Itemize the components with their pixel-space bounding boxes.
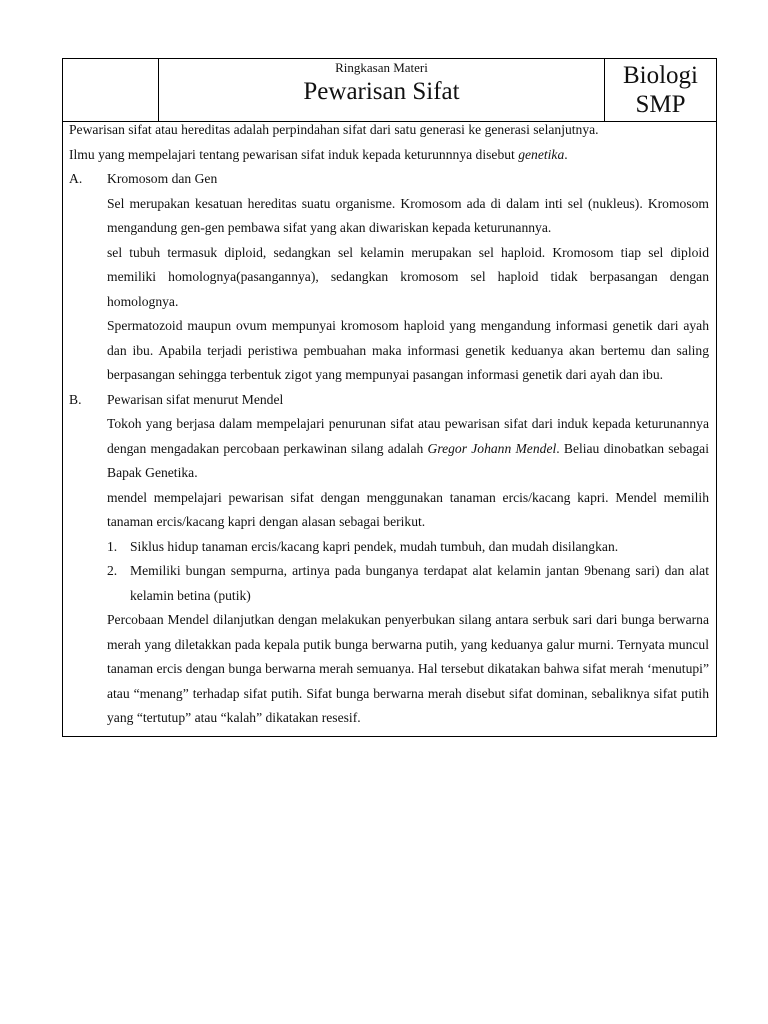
section-a-heading [69, 167, 709, 192]
list-item-number: 2. [107, 563, 118, 578]
subject-level: SMP [635, 91, 686, 118]
section-b-paragraph-3: Percobaan Mendel dilanjutkan dengan melakukan penyerbukan silang antara serbuk sari dari bunga berwarna merah yang diletakkan pada kepala putik bunga berwarna putih, yang keduanya galur murni. Ternyata muncul tanaman ercis dengan bunga berwarna merah semuanya. Hal tersebut dikatakan bahwa sifat merah ‘menutupi” atau “menang” terhadap sifat putih. Sifat bunga berwarna merah disebut sifat dominan, sebaliknya sifat putih yang “tertutup” atau “kalah” dikatakan resesif. [107, 612, 709, 725]
page-title: Pewarisan Sifat [303, 78, 460, 105]
header-subject-cell [605, 59, 716, 121]
intro-definition: Pewarisan sifat atau hereditas adalah perpindahan sifat dari satu generasi ke generasi selanjutnya. [69, 122, 599, 137]
intro-genetics-prefix: Ilmu yang mempelajari tentang pewarisan sifat induk kepada keturunnnya disebut [69, 146, 519, 162]
section-b-letter: B. [69, 391, 82, 407]
summary-sheet [62, 58, 717, 737]
section-a-title: Kromosom dan Gen [107, 171, 218, 186]
content-body [63, 118, 716, 736]
list-item [107, 535, 709, 560]
section-b-paragraph-2: mendel mempelajari pewarisan sifat dengan menggunakan tanaman ercis/kacang kapri. Mendel memilih tanaman ercis/kacang kapri dengan alasan sebagai berikut. [107, 489, 709, 529]
section-b-p1-prefix: Tokoh yang berjasa dalam mempelajari penurunan sifat atau pewarisan sifat dari induk kepada keturunannya dengan mengadakan percobaan perkawinan silang adalah [107, 416, 709, 456]
section-a-paragraph-1: Sel merupakan kesatuan hereditas suatu organisme. Kromosom ada di dalam inti sel (nukleus). Kromosom mengandung gen-gen pembawa sifat yang akan diwariskan kepada keturunannya. [107, 195, 709, 235]
list-item-text: Siklus hidup tanaman ercis/kacang kapri pendek, mudah tumbuh, dan mudah disilangkan. [130, 538, 619, 554]
section-b-paragraph-1 [107, 412, 709, 486]
header-blank-cell [63, 59, 159, 121]
intro-genetics [69, 143, 709, 168]
section-b-title: Pewarisan sifat menurut Mendel [107, 391, 284, 407]
subject-name: Biologi [622, 62, 698, 89]
section-b-heading [69, 388, 709, 413]
list-item [107, 559, 709, 608]
list-item-number: 1. [107, 538, 118, 554]
mendel-name: Gregor Johann Mendel [427, 440, 557, 456]
header-title-cell [159, 59, 605, 121]
section-a-paragraph-2: sel tubuh termasuk diploid, sedangkan sel kelamin merupakan sel haploid. Kromosom tiap sel diploid memiliki homolognya(pasangannya), sedangkan kromosom sel haploid tidak berpasangan dengan homolognya. [107, 244, 709, 309]
genetics-term: genetika [518, 146, 565, 162]
header-subtitle: Ringkasan Materi [335, 60, 428, 75]
list-item-text: Memiliki bungan sempurna, artinya pada bunganya terdapat alat kelamin jantan 9benang sari) dan alat kelamin betina (putik) [130, 563, 709, 603]
section-a-paragraph-3: Spermatozoid maupun ovum mempunyai kromosom haploid yang mengandung informasi genetik dari ayah dan ibu. Apabila terjadi peristiwa pembuahan maka informasi genetik keduanya akan bertemu dan saling berpasangan sehingga terbentuk zigot yang mempunyai pasangan informasi genetik dari ayah dan ibu. [107, 318, 709, 382]
header-row [63, 59, 716, 122]
intro-genetics-suffix: . [564, 146, 568, 162]
section-b-p1-suffix: . Beliau dinobatkan sebagai Bapak Genetika. [107, 440, 709, 480]
section-a-letter: A. [69, 171, 83, 186]
